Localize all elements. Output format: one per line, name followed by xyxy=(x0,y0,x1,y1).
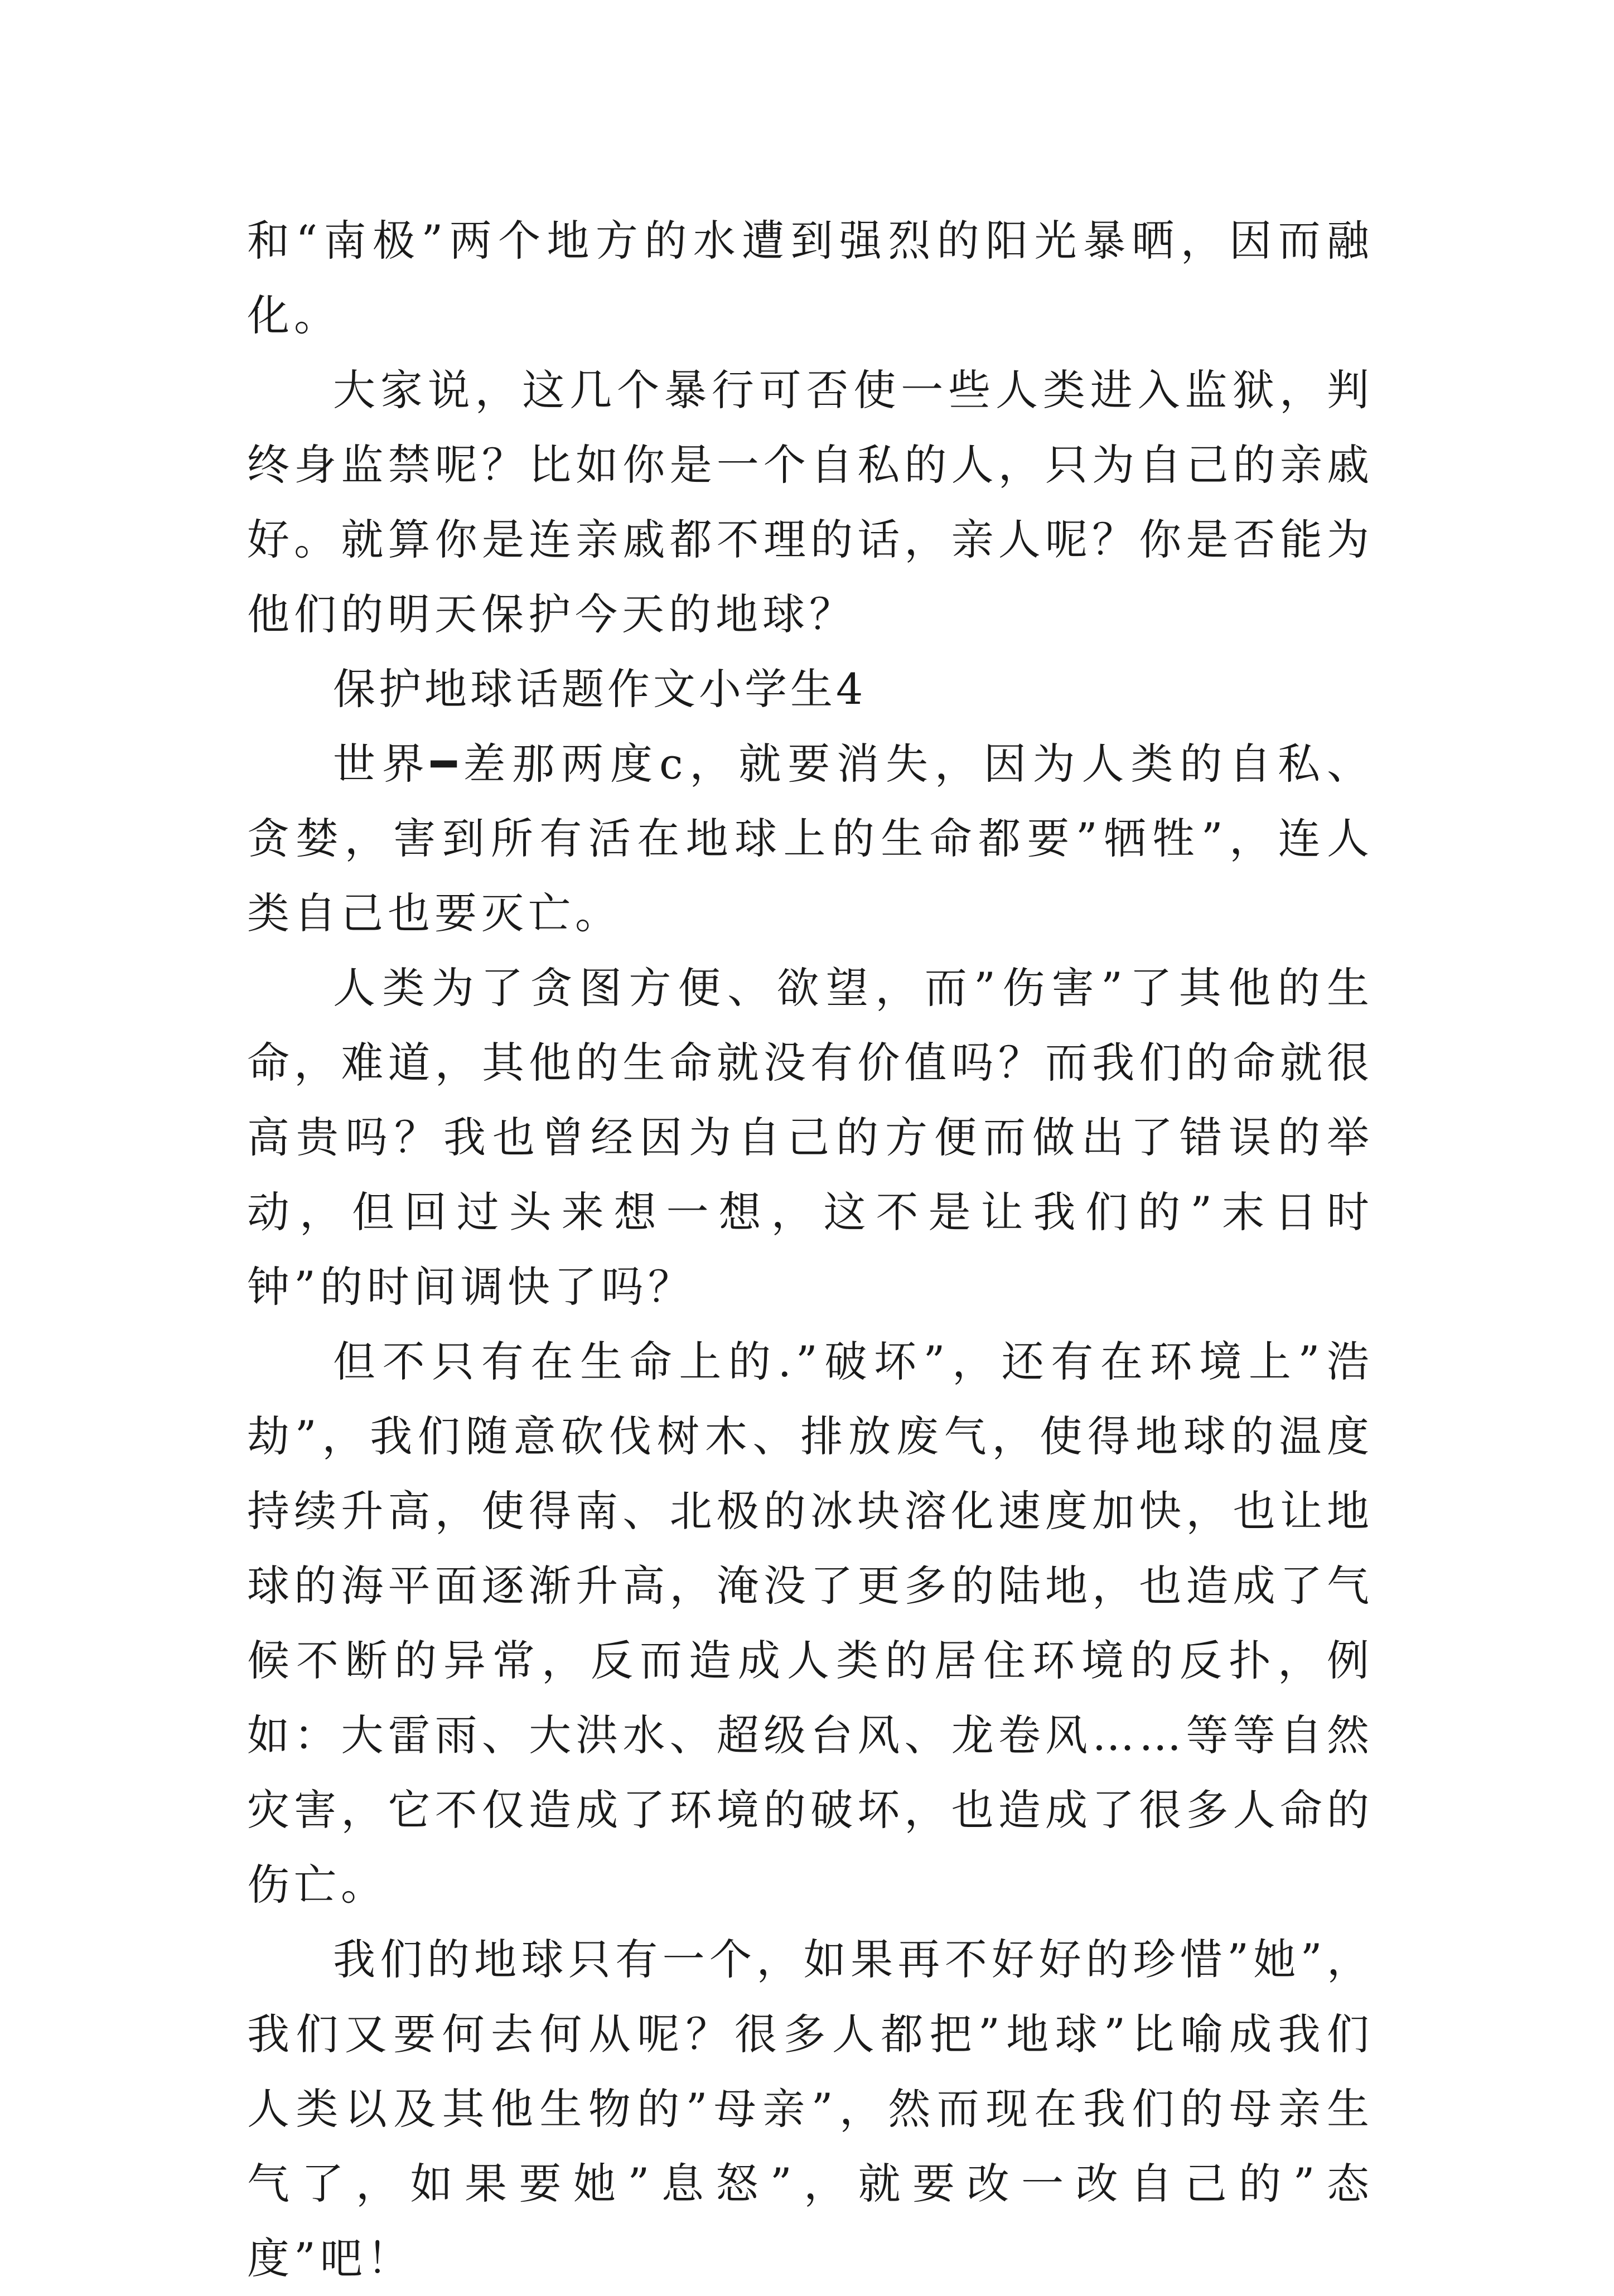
article-body xyxy=(247,204,1374,2296)
paragraph-1: 和“南极”两个地方的水遭到强烈的阳光暴晒，因而融化。 xyxy=(247,216,1374,340)
paragraph-2: 大家说，这几个暴行可否使一些人类进入监狱，判终身监禁呢？比如你是一个自私的人，只为自己的亲戚好。就算你是连亲戚都不理的话，亲人呢？你是否能为他们的明天保护今天的地球？ xyxy=(247,365,1374,639)
paragraph-4: 人类为了贪图方便、欲望，而”伤害”了其他的生命，难道，其他的生命就没有价值吗？而我们的命就很高贵吗？我也曾经因为自己的方便而做出了错误的举动，但回过头来想一想，这不是让我们的”末日时钟”的时间调快了吗？ xyxy=(247,963,1374,1312)
paragraph-5: 但不只有在生命上的.”破坏”，还有在环境上”浩劫”，我们随意砍伐树木、排放废气，使得地球的温度持续升高，使得南、北极的冰块溶化速度加快，也让地球的海平面逐渐升高，淹没了更多的陆地，也造成了气候不断的异常，反而造成人类的居住环境的反扑，例如：大雷雨、大洪水、超级台风、龙卷风……等等自然灾害，它不仅造成了环境的破坏，也造成了很多人命的伤亡。 xyxy=(247,1337,1374,1910)
paragraph-3: 世界━差那两度c，就要消失，因为人类的自私、贪婪，害到所有活在地球上的生命都要”牺牲”，连人类自己也要灭亡。 xyxy=(247,739,1374,938)
paragraph-6: 我们的地球只有一个，如果再不好好的珍惜”她”，我们又要何去何从呢？很多人都把”地球”比喻成我们人类以及其他生物的”母亲”，然而现在我们的母亲生气了，如果要她”息怒”，就要改一改自己的”态度”吧！ xyxy=(247,1935,1374,2283)
section-heading: 保护地球话题作文小学生4 xyxy=(333,664,867,714)
